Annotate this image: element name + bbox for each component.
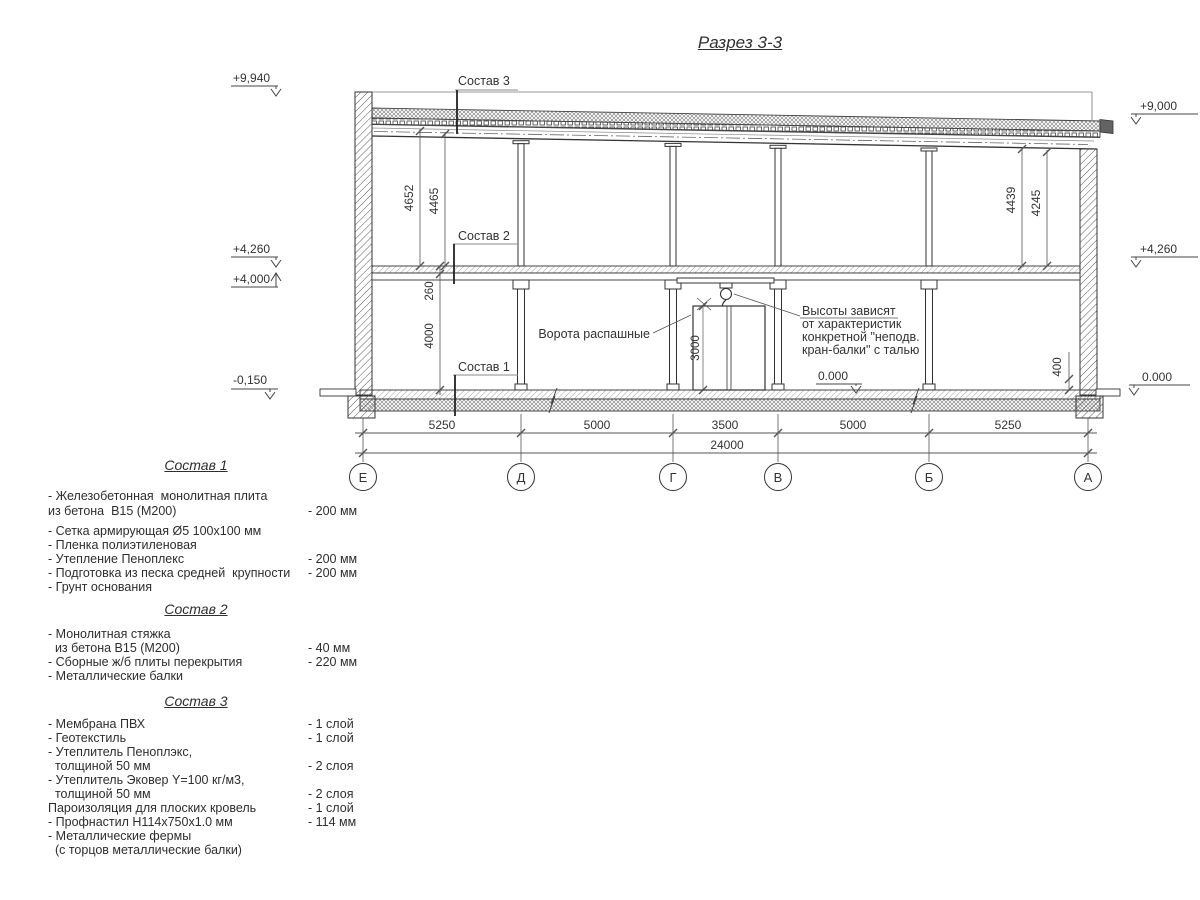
item-text: - Металлические балки [48, 669, 183, 683]
item-text: - Утепление Пеноплекс [48, 552, 185, 566]
item-text: - Геотекстиль [48, 731, 127, 745]
item-value: - 1 слой [308, 801, 354, 815]
comp3-heading: Состав 3 [164, 693, 228, 709]
axis-g: Г [669, 470, 677, 485]
span-v-b: 5000 [839, 418, 867, 432]
crane-trolley [720, 283, 732, 288]
axis-b: Б [924, 470, 934, 485]
item-text: из бетона В15 (М200) [48, 504, 177, 518]
item-text: - Железобетонная монолитная плита [48, 489, 268, 503]
item-value: - 200 мм [308, 566, 358, 580]
dims-upper-left [402, 127, 449, 270]
columns-upper [513, 141, 937, 266]
item-text: Пароизоляция для плоских кровель [48, 801, 257, 815]
left-wall [355, 92, 372, 395]
item-text: - Пленка полиэтиленовая [48, 538, 197, 552]
item-value: - 200 мм [308, 504, 358, 518]
item-text: толщиной 50 мм [48, 787, 151, 801]
item-text: толщиной 50 мм [48, 759, 151, 773]
item-text: - Сетка армирующая Ø5 100х100 мм [48, 524, 262, 538]
dim-4000: 4000 [424, 323, 436, 349]
item-text: - Монолитная стяжка [48, 627, 171, 641]
dim-260: 260 [424, 281, 436, 301]
item-value: - 220 мм [308, 655, 358, 669]
elev-floor-0000: 0.000 [818, 369, 849, 383]
span-e-d: 5250 [428, 418, 456, 432]
elev-left-minus0150: -0,150 [233, 373, 268, 387]
comp2-heading: Состав 2 [164, 601, 228, 617]
roof-assembly [372, 108, 1113, 149]
gates-label: Ворота распашные [538, 327, 650, 341]
dim-total-24000: 24000 [710, 438, 744, 452]
item-text: - Подготовка из песка средней крупности [48, 566, 291, 580]
axis-e: Е [358, 470, 368, 485]
span-d-g: 5000 [583, 418, 611, 432]
item-text: (с торцов металлические балки) [48, 843, 242, 857]
axis-circles [350, 464, 1102, 491]
crane-note-line1: Высоты зависят [802, 304, 896, 318]
axis-d: Д [516, 470, 526, 485]
sostav1-label: Состав 1 [458, 360, 510, 374]
dim-4652: 4652 [402, 184, 416, 212]
ground-slab [360, 388, 1100, 413]
elev-right-0000: 0.000 [1142, 370, 1173, 384]
door-height-label: 3000 [690, 335, 702, 361]
item-value: - 40 мм [308, 641, 351, 655]
item-value: - 1 слой [308, 731, 354, 745]
item-value: - 114 мм [308, 815, 357, 829]
item-value: - 1 слой [308, 717, 354, 731]
callout-gates [538, 315, 691, 341]
dims-upper-right [1004, 145, 1051, 270]
dim-4245: 4245 [1029, 189, 1043, 217]
comp1-heading: Состав 1 [164, 457, 228, 473]
crane-note-line3: конкретной "неподв. [802, 330, 920, 344]
item-text: - Утеплитель Пеноплэкс, [48, 745, 193, 759]
axis-v: В [773, 470, 783, 485]
item-text: - Грунт основания [48, 580, 153, 594]
item-text: - Профнастил Н114х750х1.0 мм [48, 815, 233, 829]
item-text: - Мембрана ПВХ [48, 717, 146, 731]
right-wall [1080, 149, 1097, 395]
span-b-a: 5250 [994, 418, 1022, 432]
crane-note-line2: от характеристик [802, 317, 902, 331]
item-text: из бетона В15 (М200) [48, 641, 180, 655]
sostav3-label: Состав 3 [458, 74, 510, 88]
dims-lower-left [424, 262, 444, 395]
gates-door [690, 298, 765, 394]
span-g-v: 3500 [711, 418, 739, 432]
dimension-chain [355, 414, 1097, 462]
dim-4465: 4465 [427, 187, 441, 215]
drawing-title: Разрез 3-3 [697, 33, 783, 52]
dim-400: 400 [1052, 357, 1064, 377]
crane-note-line4: кран-балки" с талью [802, 343, 920, 357]
dim-wall-base [1052, 352, 1073, 394]
axis-a: А [1083, 470, 1093, 485]
elev-left-4260: +4,260 [233, 242, 271, 256]
elev-left-top: +9,940 [233, 71, 271, 85]
elev-right-9000: +9,000 [1140, 99, 1178, 113]
elev-left-4000: +4,000 [233, 272, 271, 286]
sostav2-label: Состав 2 [458, 229, 510, 243]
roof-edge-cap [1100, 120, 1113, 134]
item-text: - Металлические фермы [48, 829, 192, 843]
elevation-mark-floor [816, 369, 862, 393]
item-text: - Сборные ж/б плиты перекрытия [48, 655, 243, 669]
dim-4439: 4439 [1004, 186, 1018, 214]
crane-hook-block [721, 289, 732, 300]
elevation-marks-right [1129, 99, 1198, 395]
elevation-marks-left [231, 71, 281, 399]
item-text: - Утеплитель Эковер Y=100 кг/м3, [48, 773, 245, 787]
item-value: - 200 мм [308, 552, 358, 566]
item-value: - 2 слоя [308, 759, 354, 773]
item-value: - 2 слоя [308, 787, 354, 801]
elev-right-4260: +4,260 [1140, 242, 1178, 256]
